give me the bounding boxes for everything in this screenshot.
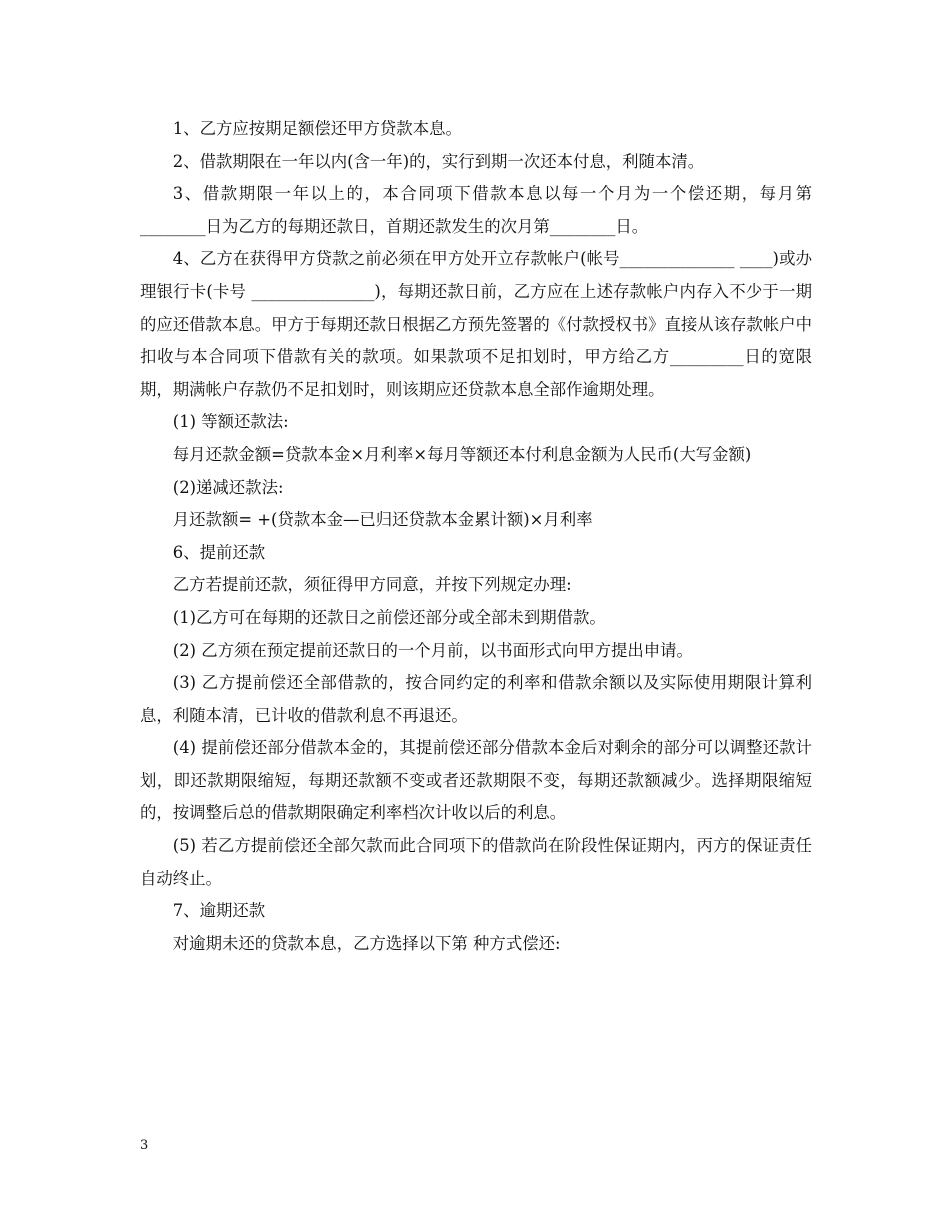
paragraph-declining-formula: 月还款额= +(贷款本金—已归还贷款本金累计额)×月利率	[172, 510, 593, 530]
paragraph-equal-installment-formula: 每月还款金额=贷款本金×月利率×每月等额还本付利息金额为人民币(大写金额)	[172, 444, 752, 464]
paragraph-equal-installment-heading: (1) 等额还款法:	[172, 412, 289, 432]
document-body	[140, 113, 812, 960]
paragraph-deposit-account: 4、乙方在获得甲方贷款之前必须在甲方处开立存款帐户(帐号______________ ____)或办理银行卡(卡号 _______________)，每期还款日前，乙方应在上述存款帐户内存入不少于一期的应还借款本息。甲方于每期还款日根据乙方预先签署的《付款授权书》直接从该存款帐户中扣收与本合同项下借款有关的款项。如果款项不足扣划时，甲方给乙方_________日的宽限期，期满帐户存款仍不足扣划时，则该期应还贷款本息全部作逾期处理。	[140, 249, 813, 399]
section-heading-overdue-repayment: 7、逾期还款	[172, 901, 266, 921]
section-heading-early-repayment: 6、提前还款	[172, 542, 266, 562]
page-number: 3	[140, 1138, 149, 1153]
paragraph-early-item-3: (3) 乙方提前偿还全部借款的，按合同约定的利率和借款余额以及实际使用期限计算利息，利随本清，已计收的借款利息不再退还。	[140, 673, 812, 725]
paragraph-early-item-1: (1)乙方可在每期的还款日之前偿还部分或全部未到期借款。	[172, 607, 606, 627]
paragraph-early-item-2: (2) 乙方须在预定提前还款日的一个月前，以书面形式向甲方提出申请。	[172, 640, 693, 660]
paragraph-declining-heading: (2)递减还款法:	[172, 477, 284, 497]
paragraph-overdue-intro: 对逾期未还的贷款本息，乙方选择以下第 种方式偿还:	[172, 933, 561, 953]
paragraph-early-item-5: (5) 若乙方提前偿还全部欠款而此合同项下的借款尚在阶段性保证期内，丙方的保证责任自动终止。	[140, 836, 812, 888]
paragraph-early-repayment-intro: 乙方若提前还款，须征得甲方同意，并按下列规定办理:	[172, 575, 572, 595]
paragraph-term-over-one-year: 3、借款期限一年以上的，本合同项下借款本息以每一个月为一个偿还期，每月第________日为乙方的每期还款日，首期还款发生的次月第________日。	[140, 184, 812, 236]
paragraph-repay-on-time: 1、乙方应按期足额偿还甲方贷款本息。	[172, 119, 462, 138]
paragraph-early-item-4: (4) 提前偿还部分借款本金的，其提前偿还部分借款本金后对剩余的部分可以调整还款计划，即还款期限缩短，每期还款额不变或者还款期限不变，每期还款额减少。选择期限缩短的，按调整后总的借款期限确定利率档次计收以后的利息。	[140, 738, 812, 823]
paragraph-term-within-one-year: 2、借款期限在一年以内(含一年)的，实行到期一次还本付息，利随本清。	[172, 151, 705, 171]
